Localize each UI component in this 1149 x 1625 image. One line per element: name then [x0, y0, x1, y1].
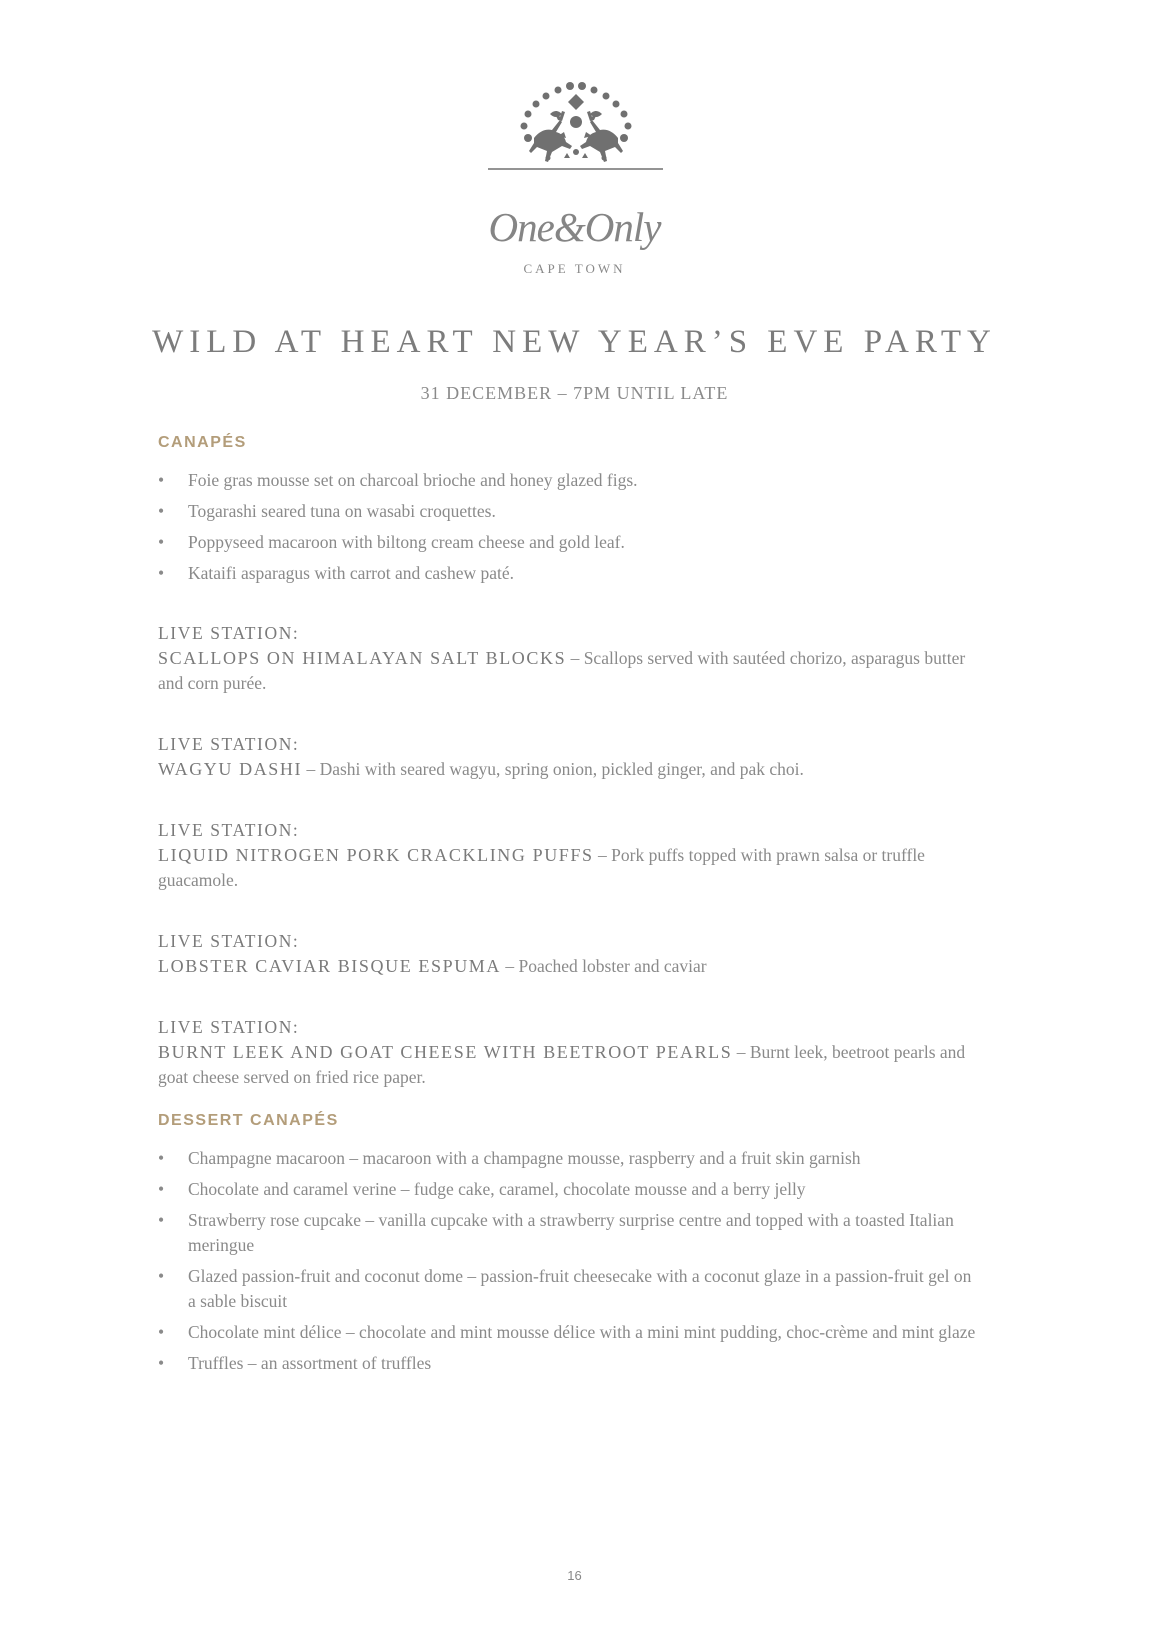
list-item: • Foie gras mousse set on charcoal brioche and honey glazed figs. [158, 468, 978, 493]
brand-name: One&Only [488, 204, 661, 250]
bullet-icon: • [158, 1266, 165, 1286]
list-item: • Glazed passion-fruit and coconut dome – passion-fruit cheesecake with a coconut glaze in a passion-fruit gel on a sable biscuit [158, 1266, 972, 1311]
dessert-canapes-heading: DESSERT CANAPÉS [158, 1112, 339, 1129]
station-name: SCALLOPS ON HIMALAYAN SALT BLOCKS [158, 648, 567, 668]
list-item: • Chocolate mint délice – chocolate and mint mousse délice with a mini mint pudding, choc-crème and mint glaze [158, 1320, 978, 1345]
bullet-icon: • [158, 501, 165, 521]
station-description: – Burnt leek, beetroot pearls and goat cheese served on fried rice paper. [158, 1042, 966, 1087]
live-station [158, 621, 978, 696]
bullet-icon: • [158, 1322, 165, 1342]
canapes-list [158, 468, 978, 586]
bullet-icon: • [158, 1353, 165, 1373]
station-name: LOBSTER CAVIAR BISQUE ESPUMA [158, 956, 502, 976]
live-station [158, 929, 978, 979]
station-description: – Poached lobster and caviar [501, 956, 707, 976]
live-station [158, 732, 978, 782]
list-item: • Strawberry rose cupcake – vanilla cupcake with a strawberry surprise centre and topped with a toasted Italian meringue [158, 1210, 954, 1255]
list-item: • Chocolate and caramel verine – fudge cake, caramel, chocolate mousse and a berry jelly [158, 1177, 978, 1202]
list-item: • Kataifi asparagus with carrot and cashew paté. [158, 561, 978, 586]
station-name: BURNT LEEK AND GOAT CHEESE WITH BEETROOT PEARLS [158, 1042, 733, 1062]
bullet-icon: • [158, 470, 165, 490]
bullet-icon: • [158, 563, 165, 583]
bullet-icon: • [158, 1179, 165, 1199]
station-label: LIVE STATION: [158, 931, 300, 951]
live-station [158, 1015, 978, 1090]
station-name: LIQUID NITROGEN PORK CRACKLING PUFFS [158, 845, 594, 865]
station-description: – Pork puffs topped with prawn salsa or truffle guacamole. [158, 845, 925, 890]
page-number: 16 [567, 1568, 582, 1583]
dessert-list [158, 1146, 978, 1376]
list-item: • Champagne macaroon – macaroon with a champagne mousse, raspberry and a fruit skin garnish [158, 1146, 978, 1171]
station-description: – Scallops served with sautéed chorizo, asparagus butter and corn purée. [158, 648, 966, 693]
station-description: – Dashi with seared wagyu, spring onion, pickled ginger, and pak choi. [302, 759, 804, 779]
station-name: WAGYU DASHI [158, 759, 303, 779]
reindeer-wreath-logo [488, 78, 663, 170]
brand-city: CAPE TOWN [523, 261, 626, 276]
page-title: WILD AT HEART NEW YEAR’S EVE PARTY [152, 324, 997, 360]
station-label: LIVE STATION: [158, 1017, 300, 1037]
bullet-icon: • [158, 1148, 165, 1168]
station-label: LIVE STATION: [158, 820, 300, 840]
station-label: LIVE STATION: [158, 623, 300, 643]
canapes-heading: CANAPÉS [158, 434, 247, 451]
bullet-icon: • [158, 1210, 165, 1230]
menu-content [158, 434, 978, 1376]
list-item: • Togarashi seared tuna on wasabi croquettes. [158, 499, 978, 524]
station-label: LIVE STATION: [158, 734, 300, 754]
live-station [158, 818, 978, 893]
list-item: • Poppyseed macaroon with biltong cream cheese and gold leaf. [158, 530, 978, 555]
page-subtitle: 31 DECEMBER – 7PM UNTIL LATE [420, 383, 729, 403]
list-item: • Truffles – an assortment of truffles [158, 1351, 978, 1376]
bullet-icon: • [158, 532, 165, 552]
